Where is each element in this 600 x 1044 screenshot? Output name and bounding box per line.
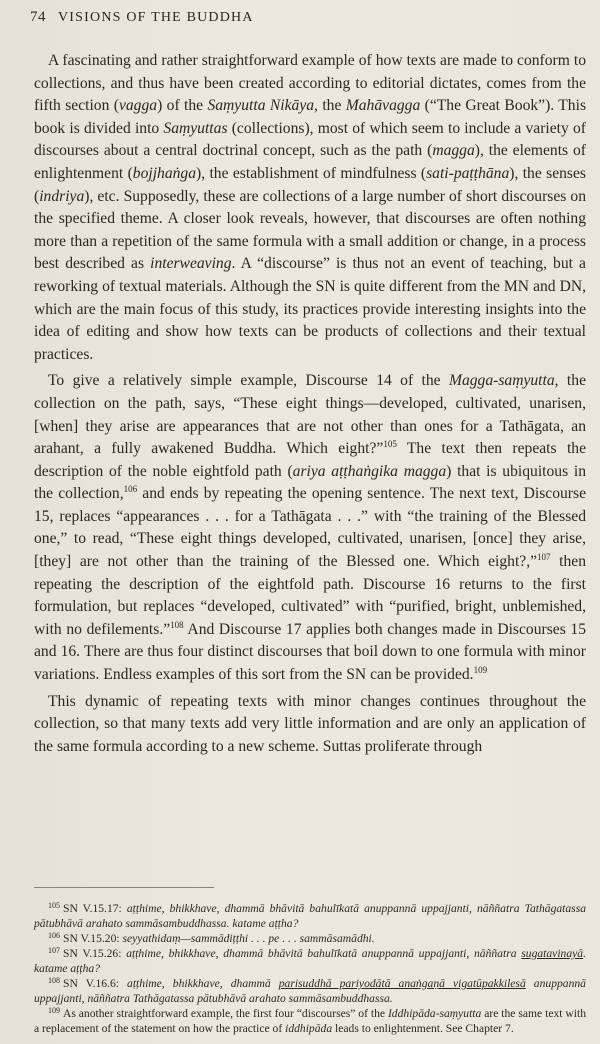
footnote-pali-text: seyyathidaṃ—sammādiṭṭhi . . . pe . . . sammāsamādhi. bbox=[122, 932, 375, 945]
text-run: ), the establishment of mindfulness ( bbox=[196, 164, 427, 182]
text-run: . A “discourse” is thus not an event of teaching, but a reworking of textual materials. Although the SN is quite different from the MN and DN, which are the main focus of this study, its practices provide interesting insights into the idea of editing and show how texts can be products of collections and their textual practices. bbox=[34, 255, 586, 363]
footnote-ref-105[interactable]: 105 bbox=[383, 439, 397, 450]
text-run: A fascinating and rather straightforward example of how texts are made to conform to collections, and thus have been created according to editorial dictates, comes from the fifth section ( bbox=[34, 52, 586, 115]
text-run: ), etc. Supposedly, these are collections of a large number of short discourses on the specified theme. A closer look reveals, however, that discourses are often nothing more than a repetition of the same formula with a small addition or change, in a process best described as bbox=[34, 187, 586, 273]
footnote-pali-text: . katame aṭṭha? bbox=[34, 947, 586, 975]
footnote-ref-108[interactable]: 108 bbox=[170, 619, 184, 630]
text-run: ) that is ubiquitous in the collection, bbox=[34, 462, 586, 503]
running-head bbox=[30, 9, 580, 29]
running-title: VISIONS OF THE BUDDHA bbox=[58, 10, 254, 25]
footnote-underlined-text: sugatavinayā bbox=[521, 947, 584, 960]
term-mahavagga: Mahāvagga bbox=[345, 97, 421, 115]
footnote-ref-109[interactable]: 109 bbox=[473, 665, 488, 676]
paragraph-2 bbox=[34, 370, 586, 686]
footnote-citation: SN V.15.20: bbox=[63, 932, 123, 945]
footnote-number: 106 bbox=[48, 931, 60, 940]
footnote-pali-text: aṭṭhime, bhikkhave, dhammā bhāvitā bahulīkatā anuppannā uppajjanti, nāññatra Tathāgatassa pātubhāvā arahato sammāsambuddhassa. katame aṭṭha? bbox=[34, 902, 586, 930]
footnote-citation: SN V.15.17: bbox=[63, 902, 127, 915]
footnote-number: 108 bbox=[48, 976, 60, 985]
footnote-text: As another straightforward example, the first four “discourses” of the bbox=[63, 1007, 388, 1020]
footnote-number: 107 bbox=[48, 946, 60, 955]
footnote-107 bbox=[34, 946, 586, 976]
footnote-number: 109 bbox=[48, 1006, 60, 1015]
footnote-italic-term: Iddhipāda-saṃyutta bbox=[387, 1007, 482, 1020]
paragraph-3: This dynamic of repeating texts with minor changes continues throughout the collection, so that many texts add very little information and are only an application of the same formula according to a new scheme. Suttas proliferate through bbox=[34, 692, 586, 755]
footnote-106 bbox=[34, 931, 586, 946]
text-run: (“The Great Book”). This book is divided into bbox=[34, 97, 587, 137]
text-run: ), the senses ( bbox=[34, 164, 586, 205]
text-run: (collections), most of which seem to include a variety of discourses about a central doctrinal concept, such as the path ( bbox=[34, 119, 586, 160]
term-magga-samyutta: Magga-saṃyutta bbox=[448, 372, 555, 390]
text-run: The text then repeats the description of the noble eightfold path ( bbox=[34, 440, 586, 480]
footnote-ref-107[interactable]: 107 bbox=[537, 552, 551, 563]
footnote-text: are the same text with a replacement of the statement on how the practice of bbox=[34, 1007, 586, 1035]
body-text bbox=[34, 50, 586, 758]
footnote-underlined-text: parisuddhā pariyodātā anaṅgaṇā vigatūpakkilesā bbox=[278, 977, 526, 990]
term-ariya-atthangika-magga: ariya aṭṭhaṅgika magga bbox=[292, 462, 447, 480]
term-magga: magga bbox=[432, 142, 475, 160]
footnote-pali-text: aṭṭhime, bhikkhave, dhammā bbox=[127, 977, 279, 990]
footnote-105 bbox=[34, 901, 586, 931]
footnote-number: 105 bbox=[48, 901, 60, 910]
term-samyutta-nikaya: Saṃyutta Nikāya bbox=[207, 97, 315, 115]
text-run: , the collection on the path, says, “These eight things—developed, cultivated, unarisen, [when] they arise are appearances that are not other than ones for a Tathāgata, an arahant, a fully awakened Buddha. Which eight?” bbox=[34, 372, 586, 458]
footnote-text: leads to enlightenment. See Chapter 7. bbox=[332, 1022, 514, 1035]
footnote-108 bbox=[34, 976, 586, 1006]
term-samyuttas: Saṃyuttas bbox=[163, 119, 228, 137]
footnotes bbox=[34, 901, 586, 1036]
text-run: ) of the bbox=[157, 97, 208, 115]
term-indriya: indriya bbox=[39, 187, 85, 205]
footnote-109 bbox=[34, 1006, 586, 1036]
footnote-citation: SN V.15.26: bbox=[63, 947, 127, 960]
text-run: And Discourse 17 applies both changes made in Discourses 15 and 16. There are thus four distinct discourses that boil down to one formula with minor variations. Endless examples of this sort from the SN can be provided. bbox=[34, 620, 586, 684]
text-run: then repeating the description of the eightfold path. Discourse 16 returns to the first formulation, but replaces “developed, cultivated” with “purified, bright, unblemished, with no defilements.” bbox=[34, 553, 586, 638]
footnote-pali-text: aṭṭhime, bhikkhave, dhammā bhāvitā bahulīkatā anuppannā uppajjanti, nāññatra bbox=[126, 947, 522, 960]
paragraph-1 bbox=[34, 50, 586, 366]
page-number: 74 bbox=[30, 9, 46, 25]
term-interweaving: interweaving bbox=[150, 255, 232, 273]
text-run: , the bbox=[314, 97, 346, 115]
footnote-italic-term: iddhipāda bbox=[285, 1022, 333, 1035]
footnote-citation: SN V.16.6: bbox=[63, 977, 128, 990]
footnote-pali-text: anuppannā uppajjanti, nāññatra Tathāgatassa pātubhāvā arahato sammāsambuddhassa. bbox=[34, 977, 586, 1005]
term-bojjhanga: bojjhaṅga bbox=[132, 164, 197, 182]
text-run: ), the elements of enlightenment ( bbox=[34, 142, 586, 182]
term-sati-patthana: sati-paṭṭhāna bbox=[426, 164, 510, 182]
text-run: To give a relatively simple example, Discourse 14 of the bbox=[48, 372, 449, 390]
term-vagga: vagga bbox=[118, 97, 158, 115]
footnote-ref-106[interactable]: 106 bbox=[123, 484, 138, 495]
footnote-divider bbox=[34, 887, 214, 888]
text-run: and ends by repeating the opening sentence. The next text, Discourse 15, replaces “appearances . . . for a Tathāgata . . .” with “the training of the Blessed one,” to read, “These eight things developed, cultivated, unarisen, [once] they arise, [they] are not other than the training of the Blessed one. Which eight?,” bbox=[34, 485, 586, 571]
